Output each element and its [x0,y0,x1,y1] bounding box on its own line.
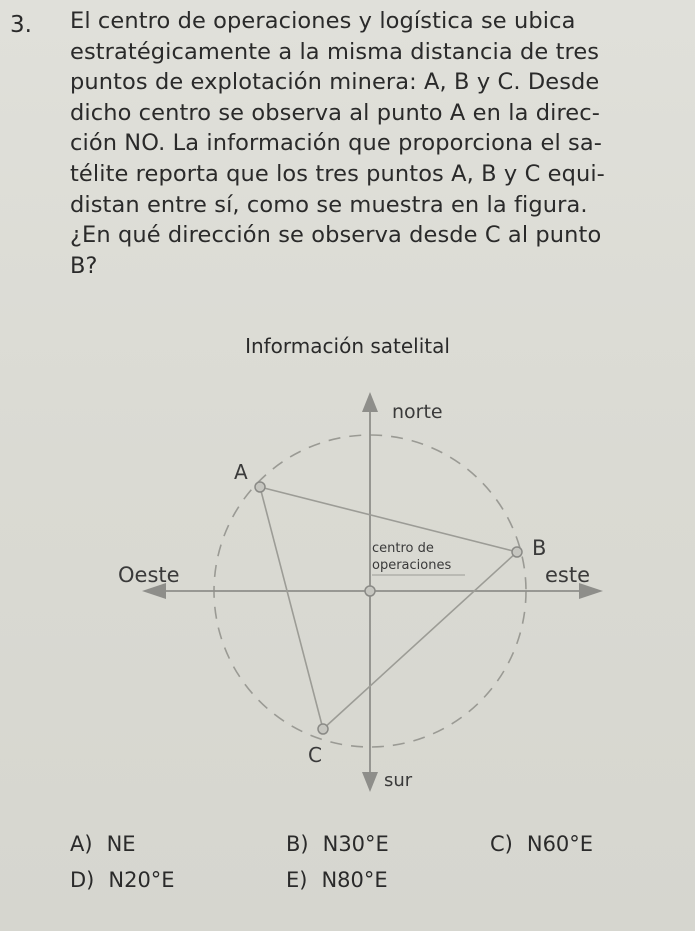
option-letter: E) [286,868,308,892]
center-label-line1: centro de [372,541,434,556]
south-label: sur [384,770,413,791]
question-line: puntos de explotación minera: A, B y C. Desde [70,69,600,96]
point-c-label: C [308,743,322,767]
east-label: este [545,563,591,587]
point-b-label: B [532,536,547,560]
south-arrow-icon [362,772,378,792]
figure-title: Información satelital [245,334,450,358]
center-label-line2: operaciones [372,558,452,573]
option-text: NE [106,832,136,856]
question-line: El centro de operaciones y logística se ubica [70,8,576,34]
question-number: 3. [10,12,32,38]
option-e[interactable] [286,868,388,892]
option-text: N80°E [321,868,388,892]
point-a-marker [255,482,265,492]
point-a-label: A [234,460,248,484]
option-letter: D) [70,868,95,892]
option-letter: C) [490,832,513,856]
center-marker [365,586,375,596]
west-label: Oeste [118,563,180,587]
north-label: norte [392,401,443,423]
question-line: distan entre sí, como se muestra en la figura. [70,191,588,218]
option-text: N20°E [108,868,175,892]
option-text: N60°E [526,832,594,856]
option-a[interactable] [70,832,136,856]
question-line: estratégicamente a la misma distancia de tres [70,38,600,65]
question-line: télite reporta que los tres puntos A, B y C equi- [70,160,605,187]
question-line: ¿En qué dirección se observa desde C al punto [70,222,602,249]
question-line: B? [70,252,98,279]
segment-bc [323,552,517,729]
option-d[interactable] [70,868,175,892]
question-line: ción NO. La información que proporciona el sa- [70,130,602,157]
option-c[interactable] [490,832,593,856]
satellite-diagram [0,380,695,800]
question-line: dicho centro se observa al punto A en la direc- [70,99,600,126]
point-c-marker [318,724,328,734]
point-b-marker [512,547,522,557]
north-arrow-icon [362,392,378,412]
answer-options [0,832,695,922]
question-text [70,6,690,281]
option-letter: A) [70,832,93,856]
option-text: N30°E [322,832,389,856]
option-letter: B) [286,832,309,856]
option-b[interactable] [286,832,389,856]
segment-ca [260,487,323,729]
